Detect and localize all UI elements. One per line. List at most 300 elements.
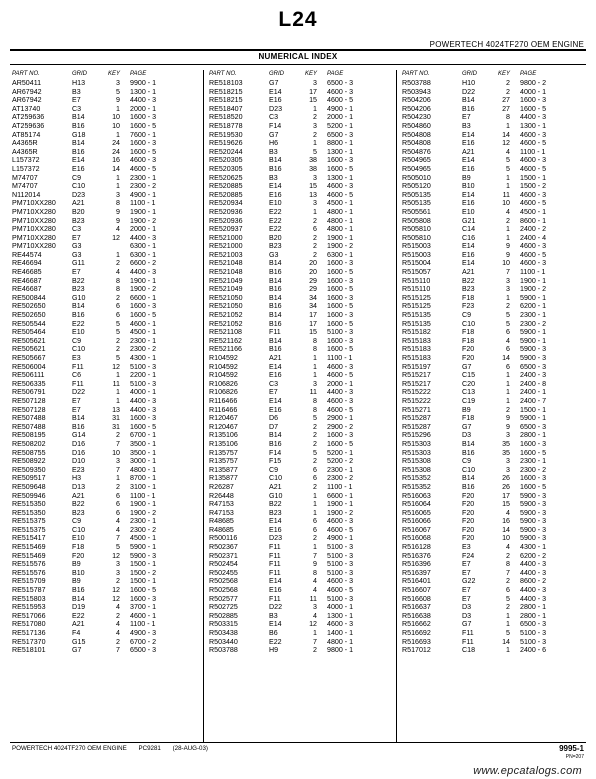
cell-grid: C13	[462, 388, 476, 397]
cell-grid: B10	[462, 182, 475, 191]
cell-page: 8600 - 2	[520, 577, 547, 586]
cell-page: 4400 - 3	[520, 594, 547, 603]
cell-page: 4400 - 3	[327, 388, 354, 397]
cell-grid: A21	[269, 354, 282, 362]
index-row	[209, 646, 402, 655]
index-row	[402, 577, 595, 586]
cell-part-no: RE521049	[209, 285, 243, 294]
cell-key: 6	[313, 465, 317, 474]
cell-page: 4600 - 3	[520, 190, 547, 199]
cell-part-no: R120467	[209, 422, 238, 431]
cell-key: 4	[116, 225, 120, 234]
cell-grid: B14	[269, 276, 282, 285]
cell-page: 4600 - 5	[327, 405, 354, 414]
cell-page: 1100 - 1	[130, 491, 156, 500]
cell-page: 4600 - 1	[130, 319, 157, 328]
index-divider	[10, 64, 586, 65]
index-column-1	[12, 70, 205, 655]
index-row	[12, 457, 205, 466]
cell-page: 1600 - 3	[327, 431, 354, 440]
cell-grid: B14	[72, 113, 85, 122]
cell-grid: B16	[269, 302, 282, 311]
cell-grid: E7	[72, 96, 81, 105]
cell-key: 12	[502, 139, 510, 148]
cell-part-no: AT259636	[12, 121, 45, 130]
cell-part-no: AT85174	[12, 130, 41, 139]
cell-key: 2	[313, 242, 317, 251]
cell-page: 4600 - 5	[327, 96, 354, 105]
index-column-2	[209, 70, 402, 655]
cell-grid: B16	[269, 345, 282, 354]
index-row	[209, 492, 402, 501]
cell-key: 1	[313, 508, 317, 517]
cell-grid: B22	[72, 500, 85, 509]
cell-key: 1	[506, 182, 510, 191]
header-grid: GRID	[269, 71, 284, 77]
cell-page: 6200 - 2	[520, 551, 547, 560]
cell-part-no: RE518103	[209, 79, 243, 87]
cell-part-no: R515303	[402, 439, 431, 448]
cell-page: 2400 - 6	[520, 646, 547, 655]
cell-grid: E16	[72, 164, 85, 173]
cell-grid: E16	[462, 139, 475, 148]
cell-key: 26	[502, 482, 510, 491]
cell-part-no: R505010	[402, 173, 431, 182]
cell-key: 7	[313, 637, 317, 646]
cell-key: 15	[309, 96, 317, 105]
cell-part-no: R502568	[209, 577, 238, 586]
index-row	[402, 191, 595, 200]
header-key: KEY	[497, 71, 510, 77]
cell-key: 8	[506, 560, 510, 569]
cell-part-no: R516637	[402, 603, 431, 612]
cell-page: 4600 - 5	[327, 586, 354, 595]
cell-grid: F11	[269, 543, 281, 552]
index-row	[12, 259, 205, 268]
cell-grid: B6	[269, 629, 278, 637]
cell-page: 1600 - 3	[520, 96, 547, 105]
cell-key: 8	[116, 199, 120, 208]
cell-key: 6	[116, 491, 120, 500]
cell-grid: E14	[462, 130, 475, 139]
cell-key: 7	[116, 534, 120, 543]
index-row	[402, 182, 595, 191]
cell-grid: B22	[462, 276, 475, 285]
index-row	[209, 294, 402, 303]
index-row	[209, 148, 402, 157]
cell-page: 4400 - 3	[130, 233, 157, 242]
cell-grid: B14	[72, 594, 85, 603]
index-row	[402, 328, 595, 337]
cell-key: 2	[506, 603, 510, 612]
cell-grid: B14	[269, 336, 282, 345]
cell-key: 8	[116, 276, 120, 285]
cell-key: 5	[506, 629, 510, 637]
cell-key: 3	[313, 199, 317, 208]
cell-key: 10	[112, 121, 120, 130]
cell-key: 10	[502, 199, 510, 208]
cell-page: 4800 - 1	[327, 637, 354, 646]
cell-key: 8	[313, 405, 317, 414]
cell-grid: E22	[269, 207, 282, 216]
cell-key: 10	[502, 259, 510, 268]
index-row	[402, 440, 595, 449]
cell-part-no: RE505667	[12, 354, 46, 362]
cell-part-no: RE520936	[209, 216, 243, 225]
index-row	[209, 191, 402, 200]
cell-key: 1	[506, 379, 510, 388]
cell-key: 5	[506, 311, 510, 320]
cell-key: 9	[116, 96, 120, 105]
cell-part-no: RE509517	[12, 474, 46, 483]
cell-part-no: R503788	[209, 646, 238, 655]
cell-part-no: R515135	[402, 311, 431, 320]
cell-part-no: R515271	[402, 405, 431, 414]
cell-key: 1	[313, 207, 317, 216]
cell-key: 8	[313, 396, 317, 405]
cell-part-no: RE521052	[209, 311, 243, 320]
index-row	[402, 225, 595, 234]
index-row	[402, 646, 595, 655]
cell-part-no: RE506111	[12, 371, 45, 380]
cell-part-no: RE46685	[12, 268, 42, 277]
cell-part-no: PM710XX280	[12, 216, 56, 225]
cell-page: 1900 - 2	[327, 242, 354, 251]
cell-page: 4500 - 1	[130, 534, 157, 543]
index-row	[12, 552, 205, 561]
index-row	[402, 466, 595, 475]
index-row	[12, 534, 205, 543]
index-row	[402, 156, 595, 165]
index-row	[12, 406, 205, 415]
cell-part-no: R515352	[402, 482, 431, 491]
cell-key: 6	[116, 311, 120, 320]
cell-page: 1500 - 1	[520, 173, 547, 182]
cell-grid: F15	[269, 457, 282, 466]
cell-part-no: RE518215	[209, 96, 243, 105]
cell-page: 1900 - 2	[327, 508, 354, 517]
index-row	[402, 354, 595, 363]
cell-grid: E23	[72, 465, 85, 474]
index-row	[12, 492, 205, 501]
cell-part-no: R515352	[402, 474, 431, 483]
cell-part-no: RE502650	[12, 311, 46, 320]
index-row	[12, 397, 205, 406]
cell-page: 4600 - 3	[327, 396, 354, 405]
index-row	[209, 620, 402, 629]
cell-part-no: R515217	[402, 379, 431, 388]
cell-part-no: R515125	[402, 302, 431, 311]
cell-key: 4	[506, 336, 510, 345]
index-row	[209, 363, 402, 372]
cell-grid: B23	[72, 285, 85, 294]
cell-page: 4000 - 1	[130, 388, 157, 397]
cell-key: 2	[313, 439, 317, 448]
cell-grid: E7	[72, 405, 81, 414]
cell-key: 9	[116, 216, 120, 225]
cell-grid: B9	[72, 560, 81, 569]
cell-grid: B14	[269, 311, 282, 320]
cell-page: 4600 - 5	[520, 250, 547, 259]
index-row	[12, 328, 205, 337]
cell-part-no: RE521000	[209, 233, 243, 242]
cell-grid: G7	[269, 130, 279, 139]
cell-key: 29	[309, 276, 317, 285]
cell-part-no: R505808	[402, 216, 431, 225]
cell-part-no: RE521048	[209, 259, 243, 268]
cell-page: 1100 - 1	[327, 482, 353, 491]
cell-page: 1600 - 3	[520, 439, 547, 448]
cell-part-no: R515308	[402, 465, 431, 474]
cell-page: 1900 - 1	[520, 276, 547, 285]
cell-part-no: R502455	[209, 568, 238, 577]
cell-part-no: RE46694	[12, 259, 42, 268]
cell-part-no: R120467	[209, 414, 238, 423]
watermark: www.epcatalogs.com	[473, 765, 582, 777]
cell-part-no: RE517370	[12, 637, 46, 646]
index-row	[209, 474, 402, 483]
cell-key: 3	[313, 121, 317, 130]
index-row	[209, 328, 402, 337]
index-row	[209, 466, 402, 475]
cell-key: 1	[313, 362, 317, 371]
cell-page: 5200 - 1	[327, 121, 354, 130]
index-row	[402, 629, 595, 638]
cell-part-no: R516064	[402, 500, 431, 509]
index-row	[402, 449, 595, 458]
cell-page: 3500 - 1	[130, 448, 157, 457]
cell-page: 2300 - 2	[327, 474, 354, 483]
cell-grid: C3	[269, 113, 279, 122]
cell-page: 5900 - 3	[520, 491, 547, 500]
index-row	[402, 251, 595, 260]
cell-key: 11	[309, 388, 317, 397]
cell-grid: B14	[72, 414, 85, 423]
index-row	[402, 320, 595, 329]
cell-part-no: RE509350	[12, 465, 46, 474]
cell-key: 1	[116, 371, 120, 380]
cell-grid: E16	[269, 405, 282, 414]
index-row	[12, 474, 205, 483]
cell-part-no: R135757	[209, 457, 238, 466]
cell-part-no: RE515469	[12, 543, 46, 552]
cell-key: 6	[313, 525, 317, 534]
cell-key: 12	[112, 233, 120, 242]
cell-grid: B16	[462, 104, 475, 113]
cell-part-no: RE520305	[209, 164, 243, 173]
index-row	[402, 174, 595, 183]
cell-key: 31	[112, 422, 120, 431]
cell-page: 4600 - 5	[520, 164, 547, 173]
cell-part-no: RE517080	[12, 620, 46, 629]
cell-grid: B22	[72, 276, 85, 285]
cell-key: 1	[506, 620, 510, 629]
cell-part-no: R502367	[209, 543, 238, 552]
cell-grid: F11	[269, 594, 281, 603]
cell-page: 2800 - 1	[520, 603, 547, 612]
cell-part-no: R515183	[402, 345, 431, 354]
cell-page: 5200 - 2	[327, 457, 354, 466]
cell-page: 1900 - 1	[327, 500, 354, 509]
cell-part-no: R502454	[209, 560, 238, 569]
cell-page: 2300 - 2	[130, 525, 157, 534]
index-row	[209, 560, 402, 569]
cell-grid: B20	[269, 233, 282, 242]
cell-page: 4800 - 1	[327, 216, 354, 225]
cell-page: 5900 - 3	[520, 508, 547, 517]
cell-key: 1	[116, 130, 120, 139]
cell-page: 1900 - 2	[520, 285, 547, 294]
cell-grid: C10	[72, 345, 86, 354]
cell-page: 1300 - 1	[327, 173, 354, 182]
cell-key: 27	[502, 104, 510, 113]
cell-page: 6300 - 1	[130, 242, 157, 251]
cell-grid: H3	[72, 474, 82, 483]
cell-key: 8	[506, 113, 510, 122]
index-row	[209, 457, 402, 466]
cell-part-no: R515222	[402, 388, 431, 397]
index-row	[209, 345, 402, 354]
index-row	[12, 113, 205, 122]
index-row	[209, 174, 402, 183]
cell-grid: H13	[72, 79, 86, 87]
cell-grid: B16	[72, 586, 85, 595]
cell-part-no: RE517136	[12, 629, 46, 637]
cell-key: 3	[506, 457, 510, 466]
index-row	[209, 423, 402, 432]
index-row	[12, 156, 205, 165]
cell-page: 4900 - 1	[327, 534, 354, 543]
cell-page: 6500 - 3	[520, 362, 547, 371]
index-row	[12, 199, 205, 208]
cell-key: 9	[313, 560, 317, 569]
cell-page: 1600 - 5	[130, 586, 157, 595]
cell-grid: F20	[462, 491, 475, 500]
cell-page: 1100 - 1	[130, 199, 156, 208]
cell-part-no: RE518215	[209, 87, 243, 96]
cell-part-no: R515296	[402, 431, 431, 440]
index-row	[402, 268, 595, 277]
cell-key: 2	[313, 457, 317, 466]
header-page: PAGE	[327, 71, 344, 77]
cell-page: 9800 - 2	[520, 79, 547, 87]
cell-key: 2	[313, 534, 317, 543]
cell-part-no: R515217	[402, 371, 431, 380]
cell-part-no: R515303	[402, 448, 431, 457]
cell-key: 12	[309, 620, 317, 629]
cell-page: 5100 - 3	[520, 629, 547, 637]
cell-part-no: RE46687	[12, 285, 42, 294]
index-row	[402, 88, 595, 97]
cell-key: 1	[116, 173, 120, 182]
index-row	[402, 79, 595, 88]
cell-key: 4	[313, 577, 317, 586]
index-row	[402, 285, 595, 294]
index-row	[12, 543, 205, 552]
cell-page: 5100 - 3	[327, 328, 354, 337]
header-key: KEY	[107, 71, 120, 77]
cell-page: 2300 - 1	[130, 173, 157, 182]
cell-part-no: RE44574	[12, 250, 42, 259]
cell-grid: D23	[269, 104, 283, 113]
index-row	[209, 225, 402, 234]
cell-page: 3100 - 1	[130, 482, 157, 491]
cell-grid: E14	[269, 362, 282, 371]
cell-grid: B23	[72, 216, 85, 225]
cell-part-no: R505135	[402, 199, 431, 208]
cell-part-no: A4365R	[12, 147, 38, 156]
cell-part-no: R104592	[209, 354, 238, 362]
cell-page: 4600 - 3	[130, 156, 157, 165]
cell-part-no: RE515709	[12, 577, 46, 586]
cell-grid: B14	[72, 139, 85, 148]
cell-part-no: R26287	[209, 482, 234, 491]
cell-part-no: RE520934	[209, 199, 243, 208]
index-row	[12, 500, 205, 509]
cell-grid: D10	[72, 457, 86, 466]
index-row	[12, 217, 205, 226]
cell-part-no: R500116	[209, 534, 238, 543]
cell-key: 5	[506, 319, 510, 328]
cell-key: 34	[309, 293, 317, 302]
header-grid: GRID	[72, 71, 87, 77]
cell-key: 5	[313, 414, 317, 423]
cell-grid: F11	[269, 560, 281, 569]
cell-page: 2300 - 1	[520, 311, 547, 320]
cell-part-no: R135877	[209, 474, 238, 483]
header-part-no: PART NO.	[12, 71, 40, 77]
cell-part-no: R515287	[402, 422, 431, 431]
cell-grid: E14	[269, 396, 282, 405]
cell-grid: G3	[269, 250, 279, 259]
cell-grid: F20	[462, 534, 475, 543]
cell-grid: B23	[72, 508, 85, 517]
cell-grid: C14	[462, 225, 476, 234]
cell-grid: A21	[269, 482, 282, 491]
cell-part-no: RE507128	[12, 396, 46, 405]
index-row	[209, 165, 402, 174]
cell-key: 5	[313, 147, 317, 156]
index-row	[402, 96, 595, 105]
index-row	[12, 285, 205, 294]
cell-part-no: AR67942	[12, 87, 42, 96]
cell-page: 4600 - 5	[327, 190, 354, 199]
cell-page: 1600 - 5	[130, 422, 157, 431]
index-row	[12, 646, 205, 655]
cell-page: 6600 - 1	[130, 293, 157, 302]
cell-key: 15	[309, 328, 317, 337]
cell-page: 4500 - 1	[130, 328, 157, 337]
cell-part-no: RE506791	[12, 388, 46, 397]
cell-key: 17	[309, 319, 317, 328]
cell-key: 1	[506, 121, 510, 130]
cell-part-no: RE515375	[12, 517, 46, 526]
cell-part-no: N112014	[12, 190, 41, 199]
cell-part-no: R516692	[402, 629, 431, 637]
cell-grid: C3	[72, 104, 82, 113]
index-row	[209, 371, 402, 380]
cell-grid: C10	[72, 525, 86, 534]
index-row	[12, 380, 205, 389]
index-row	[402, 492, 595, 501]
cell-grid: D23	[269, 534, 283, 543]
index-row	[402, 534, 595, 543]
index-row	[209, 251, 402, 260]
cell-grid: B16	[72, 311, 85, 320]
index-row	[402, 148, 595, 157]
cell-part-no: RE520625	[209, 173, 243, 182]
cell-page: 1600 - 5	[520, 104, 547, 113]
